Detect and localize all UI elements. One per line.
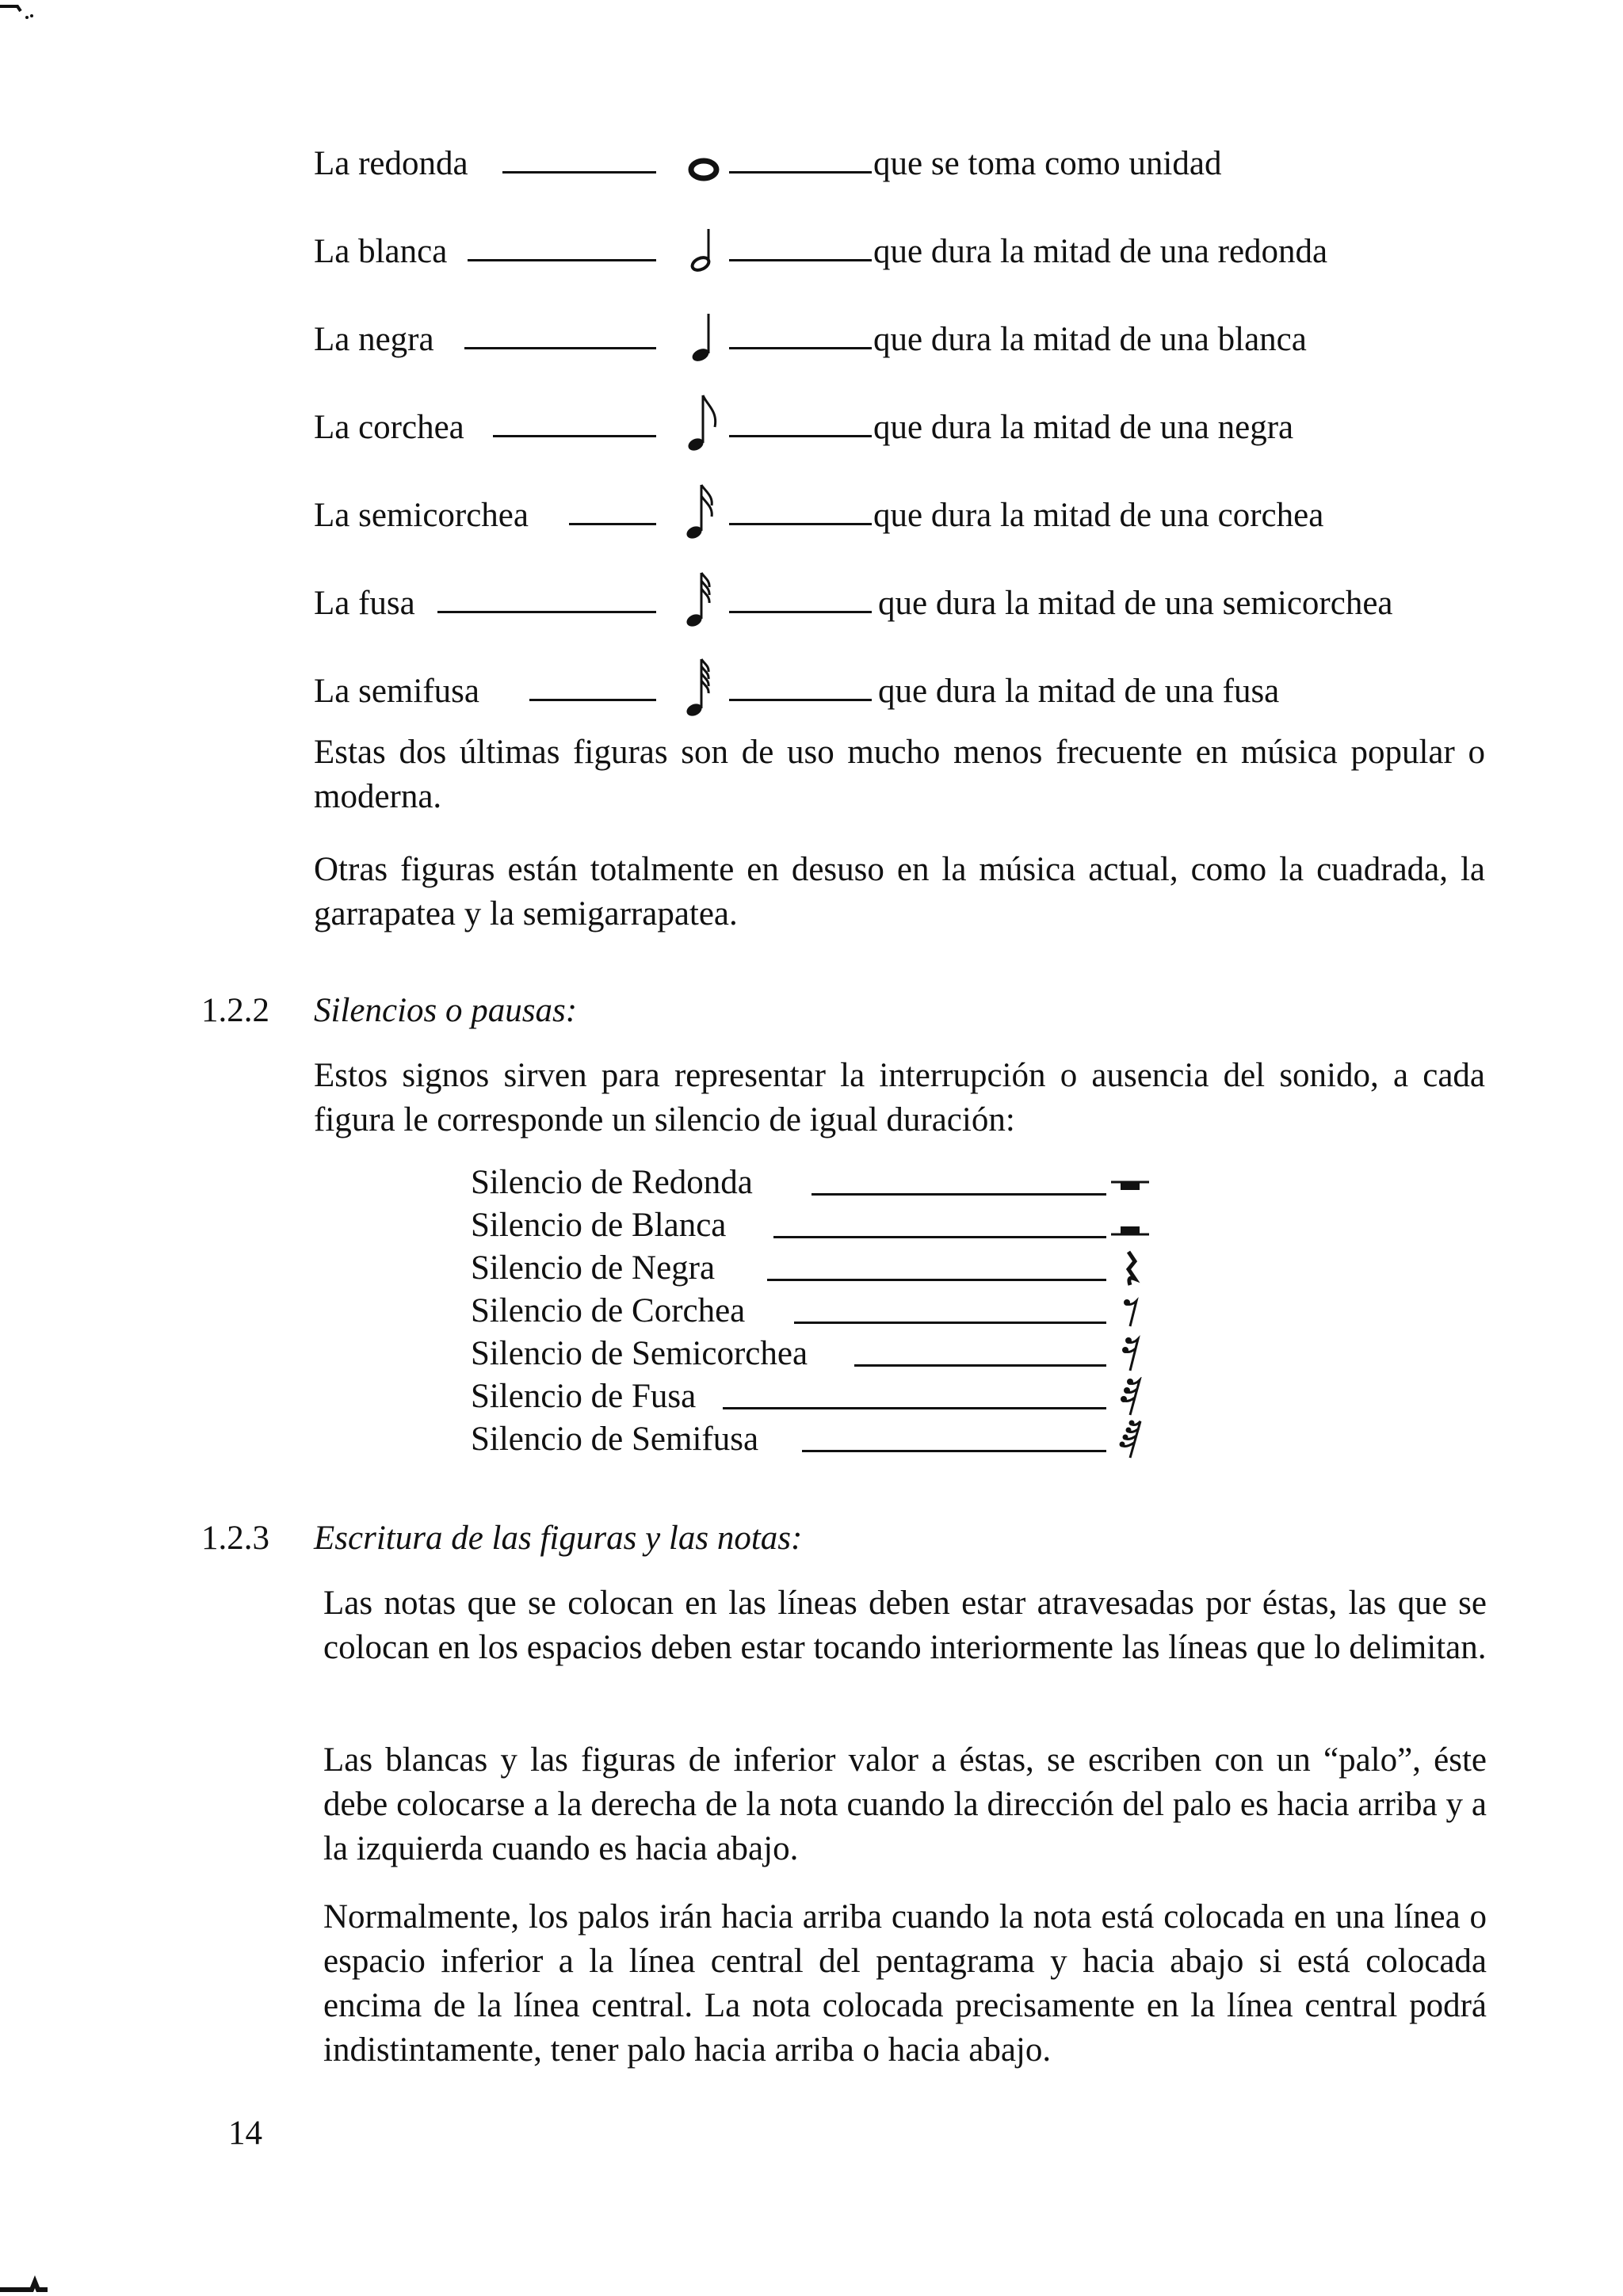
figure-name: La semifusa: [314, 673, 479, 710]
figure-name: La corchea: [314, 409, 464, 446]
quarter-note-icon: [672, 306, 735, 369]
leader-line: [729, 347, 872, 349]
leader-line: [464, 347, 656, 349]
leader-line: [729, 259, 872, 261]
figure-name: La blanca: [314, 233, 448, 270]
leader-line: [794, 1322, 1106, 1324]
section-heading-silencios: [201, 989, 577, 1033]
rest-row-fusa: [471, 1375, 1152, 1418]
figure-description: que dura la mitad de una corchea: [873, 497, 1324, 534]
leader-line: [729, 171, 872, 174]
figure-name: La negra: [314, 321, 434, 358]
rest-name: Silencio de Semifusa: [471, 1421, 759, 1458]
rest-row-semifusa: [471, 1418, 1152, 1461]
leader-line: [802, 1450, 1106, 1452]
leader-line: [729, 523, 872, 525]
rest-name: Silencio de Blanca: [471, 1207, 727, 1244]
figure-row-negra: [314, 312, 1487, 368]
thirty-second-rest-icon: [1108, 1377, 1152, 1417]
rest-row-semicorchea: [471, 1333, 1152, 1375]
eighth-note-icon: [672, 394, 735, 457]
figure-row-semifusa: [314, 664, 1487, 719]
leader-line: [723, 1407, 1106, 1409]
half-note-icon: [672, 218, 735, 281]
figure-description: que dura la mitad de una fusa: [878, 673, 1280, 710]
leader-line: [569, 523, 656, 525]
sixty-fourth-rest-icon: [1108, 1420, 1152, 1459]
sixty-fourth-note-icon: [672, 658, 735, 721]
rest-name: Silencio de Semicorchea: [471, 1335, 808, 1372]
figure-description: que se toma como unidad: [873, 145, 1222, 182]
leader-line: [729, 435, 872, 437]
thirty-second-note-icon: [672, 570, 735, 633]
whole-note-icon: [672, 130, 735, 193]
rest-row-negra: [471, 1247, 1152, 1290]
figure-description: que dura la mitad de una redonda: [873, 233, 1328, 270]
leader-line: [529, 699, 656, 701]
rest-name: Silencio de Corchea: [471, 1292, 746, 1329]
eighth-rest-icon: [1108, 1291, 1152, 1331]
half-rest-icon: [1108, 1206, 1152, 1245]
quarter-rest-icon: [1108, 1249, 1152, 1288]
rest-row-corchea: [471, 1290, 1152, 1333]
section-number: 1.2.3: [201, 1520, 269, 1557]
leader-line: [437, 611, 656, 613]
leader-line: [773, 1236, 1106, 1238]
figure-row-corchea: [314, 400, 1487, 456]
paragraph-palos-pentagrama: Normalmente, los palos irán hacia arriba cuando la nota está colocada en una línea o espacio inferior a la línea central del pentagrama y hacia abajo si está colocada encima de la línea central. La nota colocada precisamente en la línea central podrá indistintamente, tener palo hacia arriba o hacia abajo.: [323, 1898, 1487, 2069]
figure-name: La redonda: [314, 145, 468, 182]
paragraph-palo-direccion: Las blancas y las figuras de inferior valor a éstas, se escriben con un “palo”, éste debe colocarse a la derecha de la nota cuando la dirección del palo es hacia arriba y a la izquierda cuando es hacia abajo.: [323, 1741, 1487, 1867]
leader-line: [767, 1279, 1106, 1281]
sixteenth-note-icon: [672, 482, 735, 545]
section-title: Silencios o pausas:: [314, 992, 578, 1029]
figure-description: que dura la mitad de una negra: [873, 409, 1294, 446]
leader-line: [493, 435, 656, 437]
paragraph-silencios: Estos signos sirven para representar la interrupción o ausencia del sonido, a cada figura le corresponde un silencio de igual duración:: [314, 1057, 1485, 1138]
figure-description: que dura la mitad de una semicorchea: [878, 585, 1393, 622]
page-number: 14: [228, 2115, 262, 2152]
rest-name: Silencio de Fusa: [471, 1378, 697, 1415]
sixteenth-rest-icon: [1108, 1334, 1152, 1374]
figure-description: que dura la mitad de una blanca: [873, 321, 1307, 358]
paragraph-notas-lineas: Las notas que se colocan en las líneas deben estar atravesadas por éstas, las que se colocan en los espacios deben estar tocando interiormente las líneas que lo delimitan.: [323, 1585, 1487, 1666]
whole-rest-icon: [1108, 1163, 1152, 1203]
paragraph-figuras-desuso: Otras figuras están totalmente en desuso en la música actual, como la cuadrada, la garrapatea y la semigarrapatea.: [314, 851, 1485, 933]
rest-name: Silencio de Negra: [471, 1249, 716, 1287]
scan-corner-mark-bottom: [0, 2266, 48, 2296]
figure-row-redonda: [314, 136, 1487, 192]
paragraph-uso-figuras: Estas dos últimas figuras son de uso mucho menos frecuente en música popular o moderna.: [314, 734, 1485, 815]
leader-line: [468, 259, 656, 261]
leader-line: [502, 171, 656, 174]
leader-line: [812, 1193, 1106, 1196]
figure-row-semicorchea: [314, 488, 1487, 543]
leader-line: [729, 699, 872, 701]
figure-row-blanca: [314, 224, 1487, 280]
figure-name: La fusa: [314, 585, 415, 622]
section-heading-escritura: [201, 1516, 802, 1561]
rest-row-redonda: [471, 1161, 1152, 1204]
figure-name: La semicorchea: [314, 497, 529, 534]
leader-line: [854, 1364, 1106, 1367]
section-title: Escritura de las figuras y las notas:: [314, 1520, 803, 1557]
section-number: 1.2.2: [201, 992, 269, 1029]
leader-line: [729, 611, 872, 613]
figure-row-fusa: [314, 576, 1487, 631]
rest-row-blanca: [471, 1204, 1152, 1247]
rest-name: Silencio de Redonda: [471, 1164, 753, 1201]
scan-corner-mark-top: [0, 0, 38, 32]
